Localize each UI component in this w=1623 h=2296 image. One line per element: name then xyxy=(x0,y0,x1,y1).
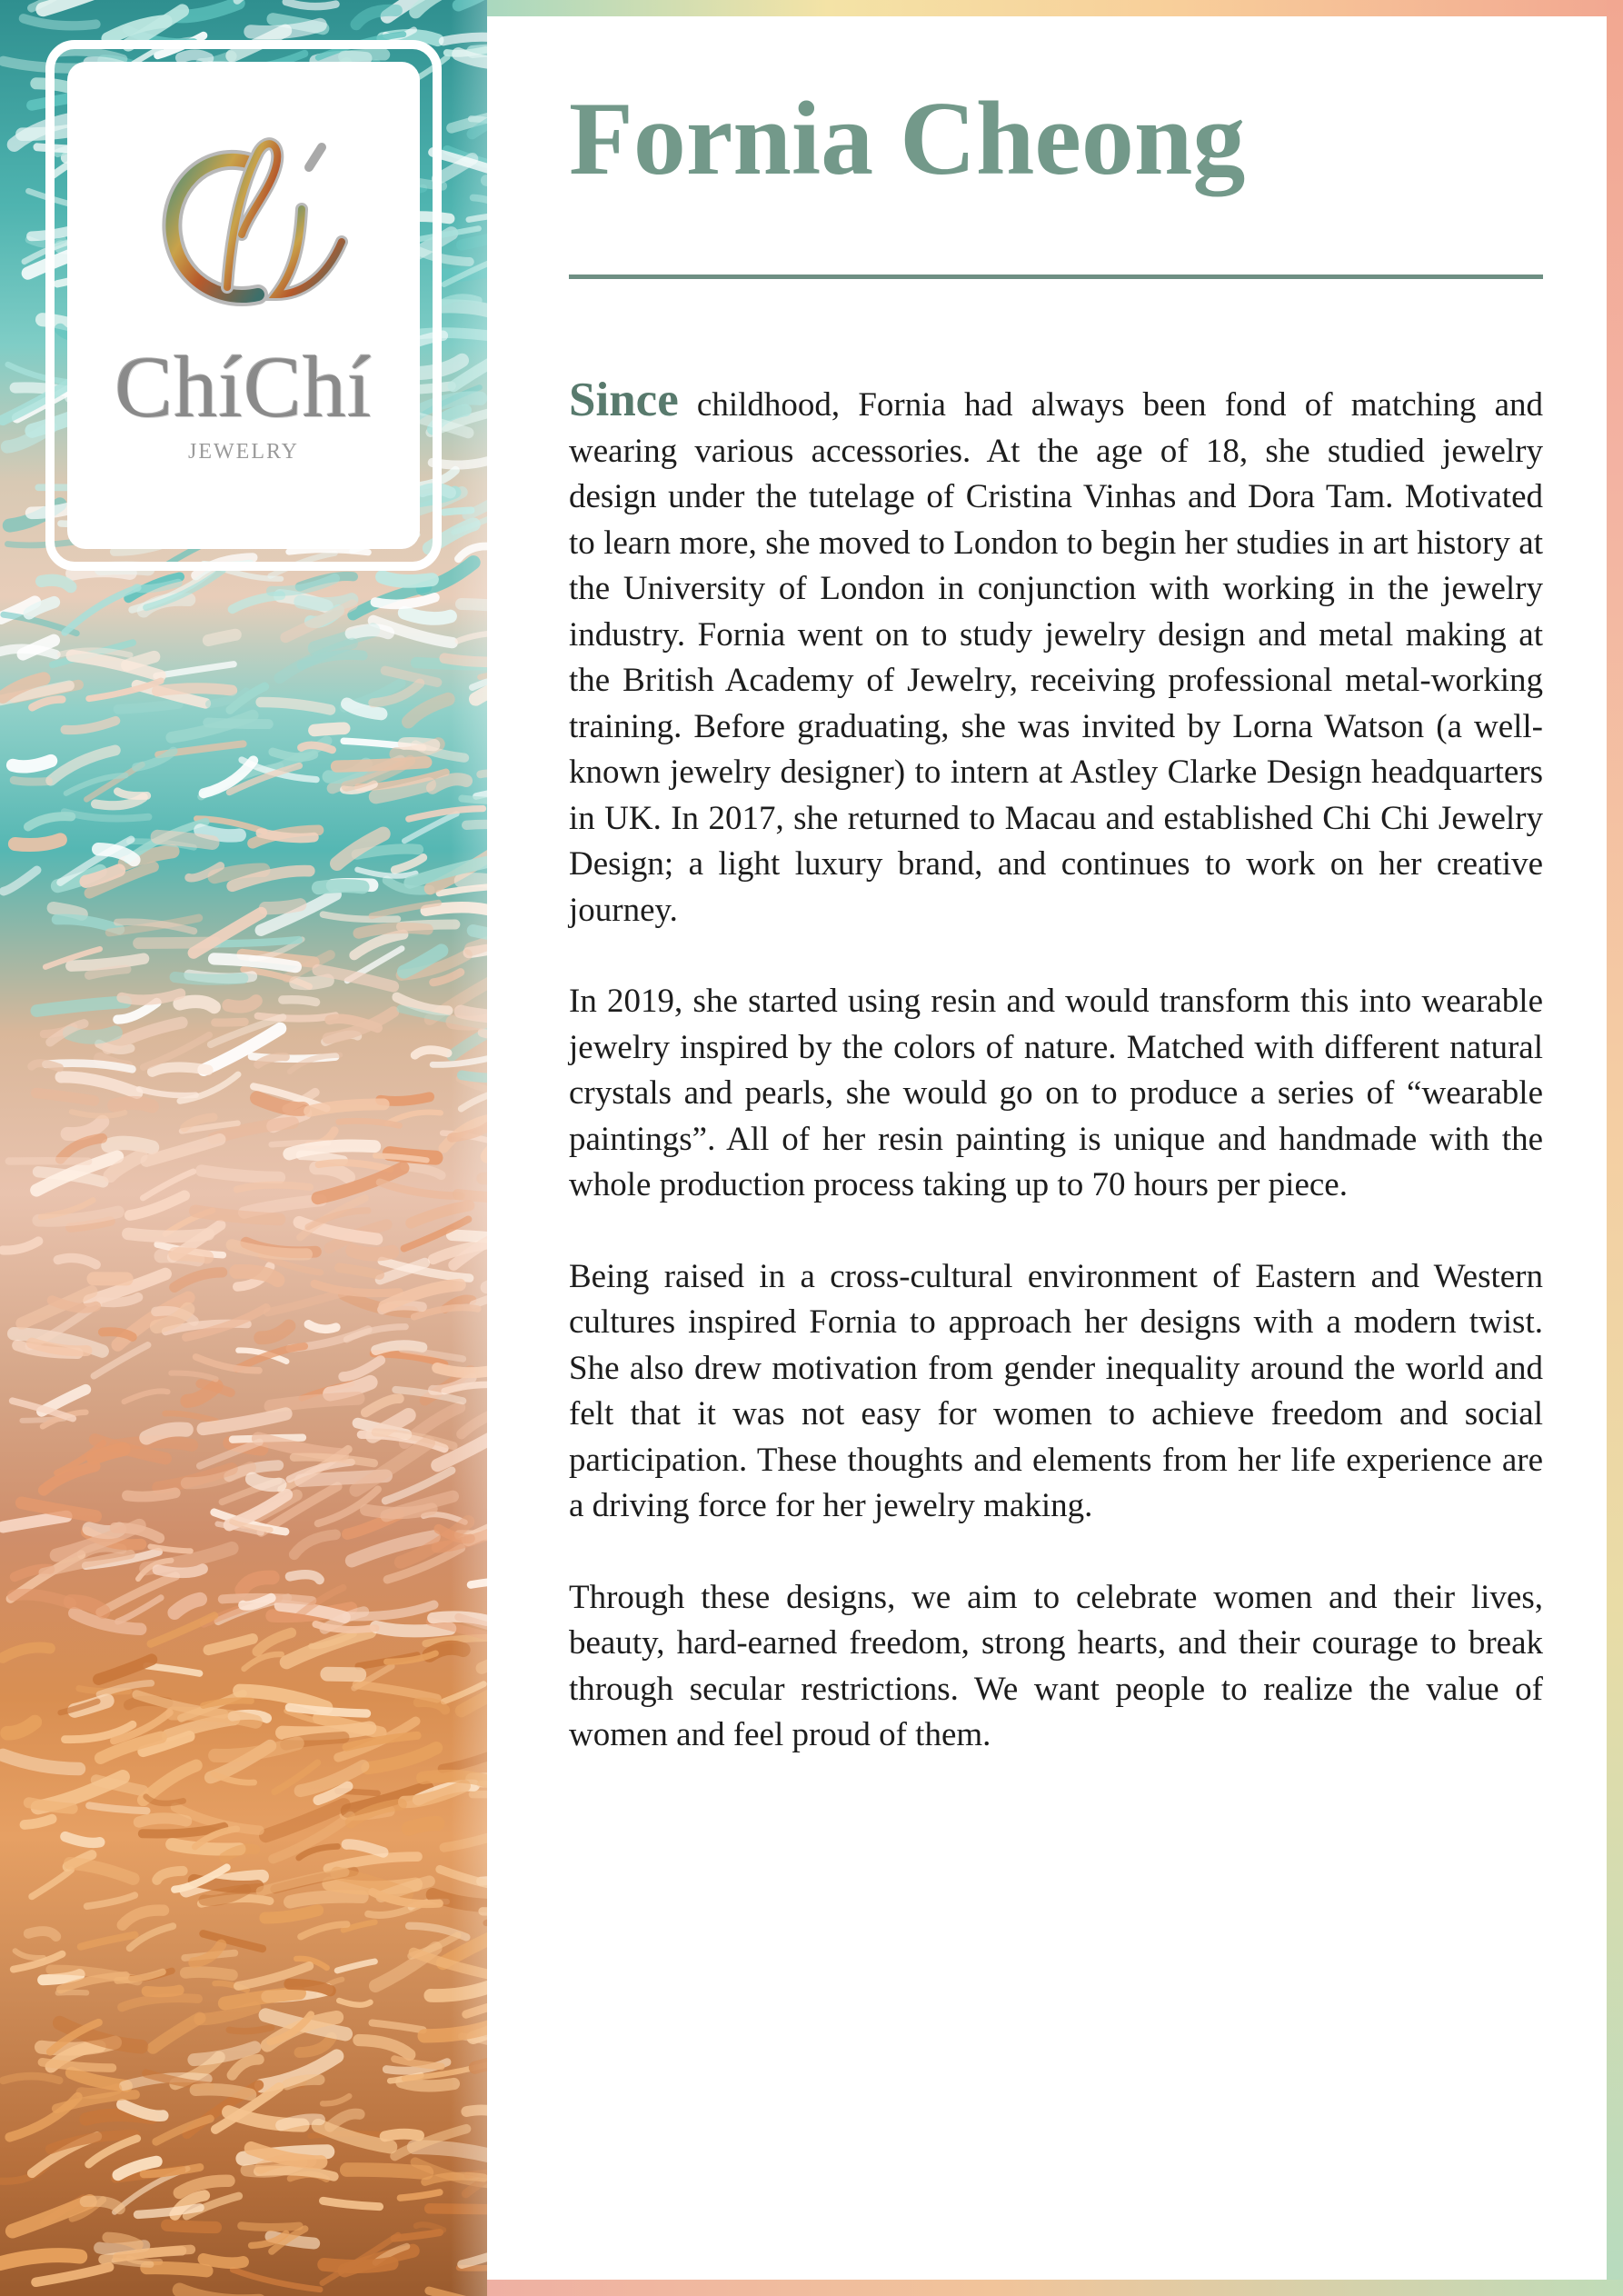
resin-strand xyxy=(261,833,314,838)
resin-strand xyxy=(214,940,299,943)
resin-strand xyxy=(314,1283,399,1293)
resin-strand xyxy=(294,1534,336,1554)
resin-strand xyxy=(57,919,120,929)
resin-strand xyxy=(281,2120,320,2126)
resin-strand xyxy=(415,1050,448,1055)
resin-strand xyxy=(314,728,344,730)
resin-strand xyxy=(89,1805,146,1811)
resin-strand xyxy=(72,1112,124,1116)
frame-border-bottom xyxy=(487,2280,1623,2296)
resin-strand xyxy=(251,25,320,32)
resin-strand xyxy=(146,2268,206,2271)
resin-strand xyxy=(180,2291,260,2296)
resin-strand xyxy=(261,1326,289,1338)
resin-strand xyxy=(3,1242,38,1251)
resin-strand xyxy=(0,2255,80,2263)
resin-strand xyxy=(36,1002,125,1011)
resin-strand xyxy=(268,1291,350,1313)
resin-strand xyxy=(258,1057,286,1065)
resin-strand xyxy=(136,583,178,588)
resin-strand xyxy=(290,1984,331,1991)
resin-strand xyxy=(310,1104,384,1112)
resin-strand xyxy=(315,1624,375,1630)
resin-strand xyxy=(151,1547,191,1552)
resin-strand xyxy=(339,2001,370,2005)
resin-strand xyxy=(368,1748,437,1768)
resin-strand xyxy=(286,1632,370,1662)
resin-strand xyxy=(290,1574,320,1580)
resin-strand xyxy=(108,1143,152,1147)
resin-strand xyxy=(359,928,428,933)
resin-strand xyxy=(65,721,116,730)
resin-strand xyxy=(144,1765,196,1800)
resin-strand xyxy=(139,1089,196,1095)
resin-strand xyxy=(4,870,37,891)
resin-strand xyxy=(375,1155,427,1160)
resin-strand xyxy=(144,2167,200,2174)
resin-strand xyxy=(283,1000,316,1003)
resin-strand xyxy=(71,959,144,966)
resin-strand xyxy=(385,671,437,683)
resin-strand xyxy=(242,1577,273,1590)
resin-strand xyxy=(365,1399,399,1413)
resin-strand xyxy=(357,1684,438,1698)
content-panel xyxy=(487,0,1623,2296)
resin-strand xyxy=(139,1818,186,1822)
resin-strand xyxy=(347,2170,427,2172)
resin-strand xyxy=(81,1935,134,1947)
resin-strand xyxy=(174,1273,223,1288)
resin-strand xyxy=(130,1195,184,1215)
resin-strand xyxy=(418,1702,445,1711)
resin-strand xyxy=(32,1870,71,1896)
resin-strand xyxy=(35,2267,109,2282)
resin-strand xyxy=(36,1093,95,1102)
resin-strand xyxy=(204,1933,263,1949)
resin-strand xyxy=(65,812,148,818)
resin-strand xyxy=(290,1896,362,1902)
resin-strand xyxy=(118,704,178,710)
resin-strand xyxy=(271,1398,358,1406)
resin-strand xyxy=(70,1033,115,1037)
resin-strand xyxy=(87,1895,135,1906)
resin-strand xyxy=(353,1251,392,1254)
resin-strand xyxy=(128,1233,208,1236)
resin-strand xyxy=(400,2192,439,2198)
resin-strand xyxy=(294,1457,373,1463)
resin-strand xyxy=(28,1932,55,1937)
resin-strand xyxy=(127,657,154,665)
resin-strand xyxy=(171,1373,215,1380)
logo-wordmark: ChíChí xyxy=(115,338,373,435)
resin-strand xyxy=(167,2225,216,2227)
resin-strand xyxy=(42,2062,112,2068)
resin-strand xyxy=(300,2038,332,2052)
resin-strand xyxy=(352,630,389,634)
resin-strand xyxy=(172,1844,239,1850)
resin-strand xyxy=(215,1743,298,1756)
resin-strand xyxy=(146,1666,200,1673)
bio-paragraph-1-text: childhood, Fornia had always been fond of matching and wearing various accessories. At the age of 18, she studied jewelry design under the tutelage of Cristina Vinhas and Dora Tam. Motivated to learn more, she moved to London to begin her studies in art history at the University of London in conjunction with working in the jewelry industry. Fornia went on to study jewelry design and metal making at the British Academy of Jewelry, receiving professional metal-working training. Before graduating, she was invited by Lorna Watson (a well-known jewelry designer) to intern at Astley Clarke Design headquarters in UK. In 2017, she returned to Macau and established Chi Chi Jewelry Design; a light luxury brand, and continues to work on her creative journey. xyxy=(569,386,1543,929)
frame-border-top xyxy=(487,0,1623,16)
resin-strand xyxy=(67,1122,103,1133)
resin-strand xyxy=(323,2096,349,2103)
resin-strand xyxy=(215,1022,244,1023)
logo-card-inner xyxy=(67,62,420,549)
resin-strand xyxy=(356,1442,429,1490)
resin-strand xyxy=(383,577,433,582)
resin-strand xyxy=(208,723,269,724)
resin-strand xyxy=(32,1063,60,1068)
resin-strand xyxy=(180,1002,214,1007)
resin-strand xyxy=(204,1701,252,1705)
resin-strand xyxy=(136,751,174,767)
resin-strand xyxy=(146,1429,186,1437)
resin-strand xyxy=(115,1103,153,1106)
resin-strand xyxy=(318,886,363,888)
resin-strand xyxy=(339,1121,400,1125)
resin-strand xyxy=(289,1145,374,1153)
resin-strand xyxy=(58,1258,96,1264)
resin-strand xyxy=(60,1138,102,1159)
resin-strand xyxy=(7,1722,35,1733)
resin-strand xyxy=(232,2060,259,2075)
resin-strand xyxy=(330,2114,360,2127)
resin-strand xyxy=(42,580,71,586)
resin-strand xyxy=(65,1837,100,1843)
resin-strand xyxy=(153,2018,199,2048)
resin-strand xyxy=(402,2082,454,2086)
resin-strand xyxy=(146,1990,179,1992)
resin-strand xyxy=(295,981,327,983)
title-divider xyxy=(569,275,1543,279)
resin-strand xyxy=(3,1755,79,1769)
resin-strand xyxy=(4,2076,60,2081)
resin-strand xyxy=(236,1272,278,1280)
resin-strand xyxy=(204,2259,244,2262)
bio-paragraph-1 xyxy=(569,374,1543,933)
resin-strand xyxy=(157,1569,203,1572)
panel-edge-fade xyxy=(451,0,487,2296)
resin-strand xyxy=(404,1166,441,1175)
resin-strand xyxy=(28,816,72,826)
resin-strand xyxy=(156,664,234,676)
resin-strand xyxy=(124,1392,168,1403)
resin-strand xyxy=(185,1972,232,1975)
resin-strand xyxy=(70,1863,134,1879)
resin-strand xyxy=(3,1516,66,1527)
resin-strand xyxy=(237,1185,310,1190)
resin-strand xyxy=(175,977,244,980)
resin-strand xyxy=(25,1819,52,1824)
resin-strand xyxy=(208,634,235,640)
resin-strand xyxy=(98,1660,151,1680)
resin-strand xyxy=(286,2,336,6)
resin-strand xyxy=(117,792,146,796)
resin-strand xyxy=(54,908,82,914)
resin-strand xyxy=(123,1911,164,1925)
resin-strand xyxy=(244,1654,282,1669)
resin-strand xyxy=(24,18,96,25)
resin-strand xyxy=(202,1171,280,1178)
resin-strand xyxy=(157,1871,184,1880)
resin-strand xyxy=(156,2119,211,2141)
resin-strand xyxy=(244,1201,321,1213)
biography-text xyxy=(569,374,1543,1804)
resin-strand xyxy=(228,1001,255,1007)
resin-strand xyxy=(89,969,127,975)
resin-strand xyxy=(233,595,282,609)
resin-strand xyxy=(127,1492,175,1496)
resin-strand xyxy=(242,2226,300,2228)
resin-strand xyxy=(233,2270,320,2290)
resin-strand xyxy=(273,752,314,757)
resin-strand xyxy=(29,1802,73,1809)
resin-strand xyxy=(394,858,423,871)
resin-strand xyxy=(308,1211,368,1227)
resin-strand xyxy=(208,1639,253,1650)
resin-strand xyxy=(394,2059,442,2066)
bio-paragraph-2: In 2019, she started using resin and would transform this into wearable jewelry inspired by the colors of nature. Matched with different natural crystals and pearls, she would go on to produce a series of “wearable paintings”. All of her resin painting is unique and handmade with the whole production process taking up to 70 hours per piece. xyxy=(569,983,1543,1203)
resin-strand xyxy=(301,1924,347,1937)
resin-strand xyxy=(43,0,118,9)
resin-strand xyxy=(15,840,60,845)
resin-strand xyxy=(153,1067,208,1072)
bio-paragraph-4: Through these designs, we aim to celebrate women and their lives, beauty, hard-earned freedom, strong hearts, and their courage to break through secular restrictions. We want people to realize the value of women and feel proud of them. xyxy=(569,1578,1543,1753)
logo-card xyxy=(45,40,442,571)
resin-strand xyxy=(327,1674,359,1675)
resin-strand xyxy=(158,837,213,843)
resin-strand xyxy=(13,1594,70,1603)
resin-strand xyxy=(61,1077,137,1093)
resin-strand xyxy=(174,1600,200,1613)
resin-strand xyxy=(65,588,138,633)
resin-strand xyxy=(146,1797,184,1803)
resin-strand xyxy=(224,1849,255,1857)
resin-strand xyxy=(157,688,232,691)
resin-strand xyxy=(373,2023,423,2031)
resin-strand xyxy=(165,1413,216,1421)
resin-strand xyxy=(283,1728,370,1733)
resin-strand xyxy=(103,1332,133,1337)
resin-strand xyxy=(301,745,332,750)
resin-strand xyxy=(409,1823,438,1829)
resin-strand xyxy=(328,1857,417,1869)
resin-strand xyxy=(289,1707,366,1713)
resin-strand xyxy=(204,1413,286,1429)
resin-strand xyxy=(316,1168,349,1177)
resin-strand xyxy=(14,780,48,782)
resin-strand xyxy=(122,993,181,1000)
resin-strand xyxy=(175,1253,207,1257)
resin-strand xyxy=(32,699,62,707)
resin-strand xyxy=(15,1951,44,1958)
resin-strand xyxy=(151,1616,214,1644)
resin-strand xyxy=(122,1998,198,2007)
bio-paragraph-3: Being raised in a cross-cultural environment of Eastern and Western cultures inspired Fornia to approach her designs with a modern twist. She also drew motivation from gender inequality around the world and felt that it was not easy for women to achieve freedom and social participation. These thoughts and elements from her life experience are a driving force for her jewelry making. xyxy=(569,1257,1543,1524)
resin-strand xyxy=(22,1502,95,1516)
resin-strand xyxy=(344,1361,381,1377)
resin-strand xyxy=(308,1324,335,1329)
bio-lead-word: Since xyxy=(569,374,679,426)
resin-strand xyxy=(404,613,451,618)
resin-strand xyxy=(265,904,300,908)
resin-strand xyxy=(261,702,330,709)
resin-strand xyxy=(229,2028,271,2031)
resin-strand xyxy=(101,1297,138,1303)
resin-strand xyxy=(214,959,296,967)
resin-strand xyxy=(380,1183,461,1196)
resin-strand xyxy=(10,2097,78,2137)
logo-subtitle: JEWELRY xyxy=(188,440,299,464)
resin-strand xyxy=(324,2201,380,2206)
resin-strand xyxy=(214,1774,254,1783)
resin-strand xyxy=(13,761,51,766)
resin-strand xyxy=(347,1327,406,1340)
resin-strand xyxy=(94,1449,124,1458)
resin-strand xyxy=(287,2080,320,2085)
resin-strand xyxy=(408,699,448,722)
resin-strand xyxy=(9,1161,88,1162)
resin-strand xyxy=(195,2090,250,2095)
resin-strand xyxy=(359,2041,410,2055)
resin-strand xyxy=(337,1962,374,1971)
resin-strand xyxy=(346,1844,383,1852)
resin-strand xyxy=(357,870,415,876)
resin-strand xyxy=(385,2134,419,2137)
resin-strand xyxy=(257,1632,291,1652)
resin-strand xyxy=(3,1648,50,1658)
resin-strand xyxy=(253,1479,280,1485)
frame-border-right xyxy=(1607,0,1623,2296)
chichi-monogram-logo xyxy=(140,125,358,344)
page-title: Fornia Cheong xyxy=(569,81,1246,197)
resin-strand xyxy=(265,1911,318,1918)
resin-strand xyxy=(339,1268,379,1275)
